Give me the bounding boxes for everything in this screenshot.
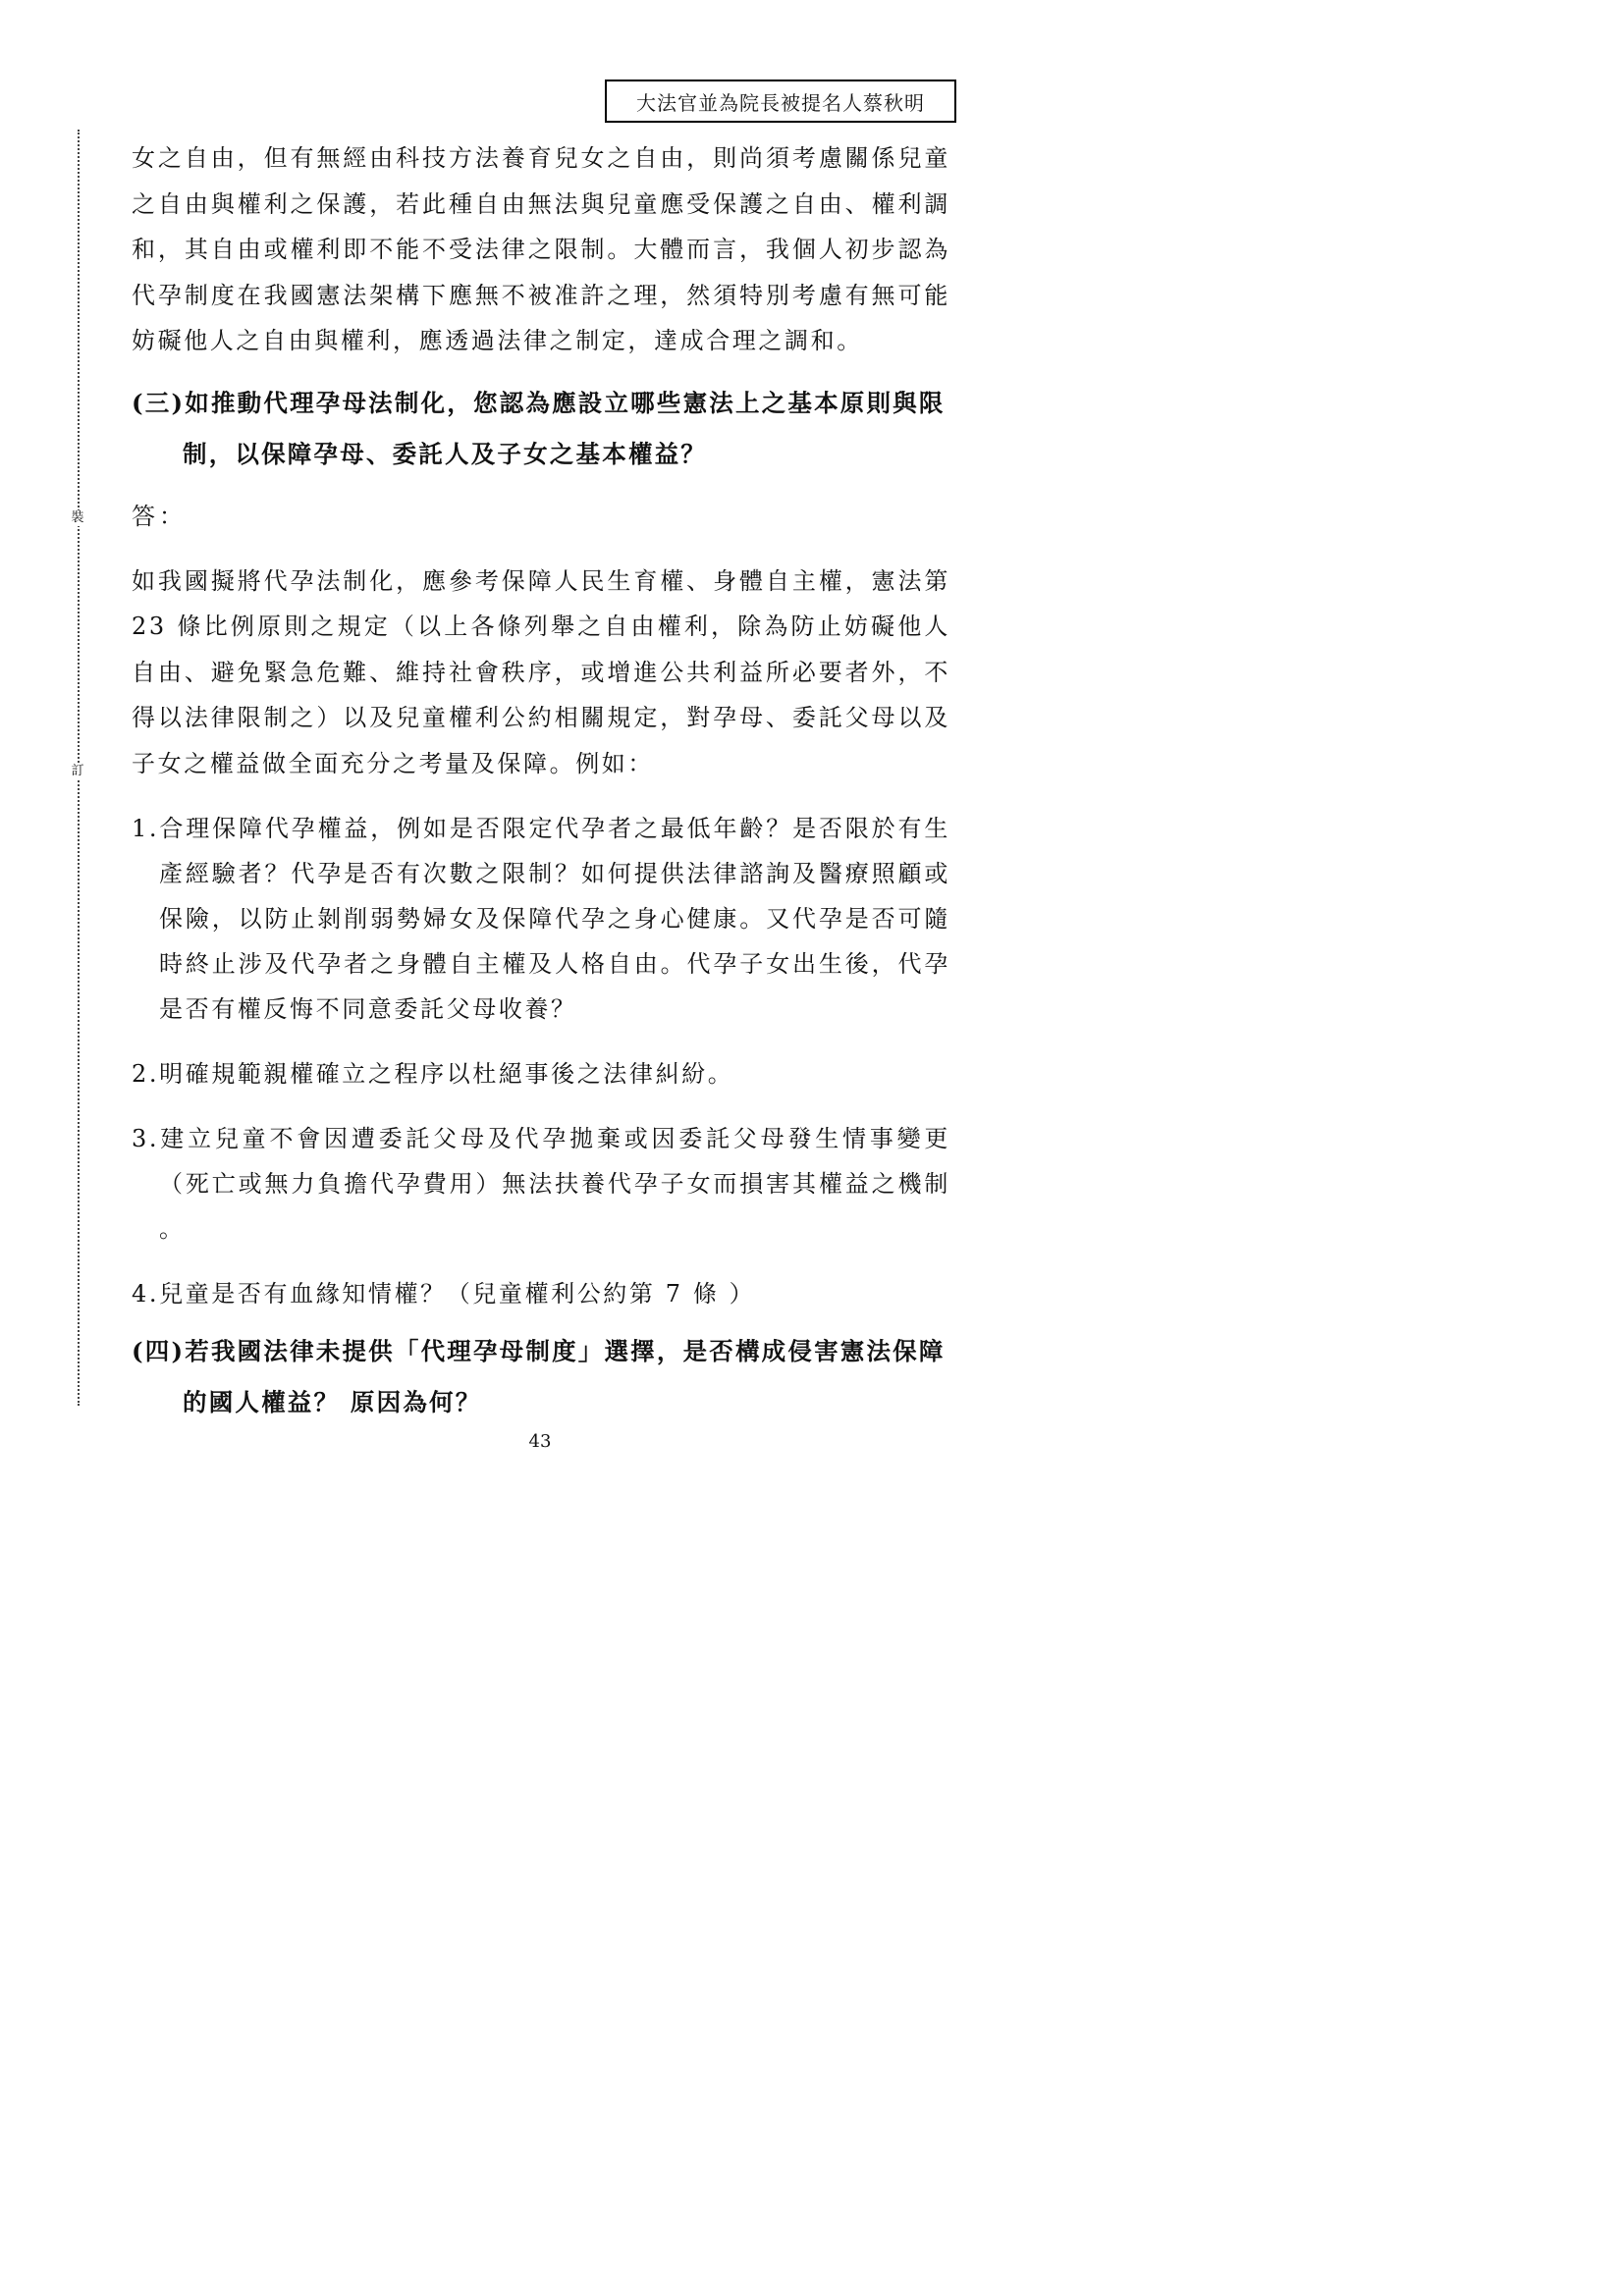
binding-char-zhuang: 裝	[67, 510, 88, 526]
list-item-2: 2.明確規範親權確立之程序以杜絕事後之法律糾紛。	[132, 1060, 734, 1088]
question-3-intro: 如我國擬將代孕法制化，應參考保障人民生育權、身體自主權，憲法第 23 條比例原則之規定（以上各條列舉之自由權利，除為防止妨礙他人自由、避免緊急危難、維持社會秩序，或增進公共利益所必要者外，不得以法律限制之）以及兒童權利公約相關規定，對孕母、委託父母以及子女之權益做全面充分之考量及保障。例如：	[132, 566, 950, 777]
list-item-3: 3.建立兒童不會因遭委託父母及代孕拋棄或因委託父母發生情事變更（死亡或無力負擔代孕費用）無法扶養代孕子女而損害其權益之機制 。	[132, 1125, 950, 1243]
question-4-heading: (四)若我國法律未提供「代理孕母制度」選擇，是否構成侵害憲法保障的國人權益？ 原因為何？	[132, 1337, 946, 1416]
nominee-header-box	[605, 80, 956, 123]
answer-label: 答：	[132, 502, 187, 530]
nominee-header-label: 大法官並為院長被提名人蔡秋明	[636, 90, 925, 115]
binding-char-ding: 訂	[67, 764, 88, 779]
document-body	[132, 135, 950, 1428]
page-number: 43	[528, 1431, 552, 1452]
continued-paragraph: 女之自由，但有無經由科技方法養育兒女之自由，則尚須考慮關係兒童之自由與權利之保護，若此種自由無法與兒童應受保護之自由、權利調和，其自由或權利即不能不受法律之限制。大體而言，我個人初步認為代孕制度在我國憲法架構下應無不被准許之理，然須特別考慮有無可能妨礙他人之自由與權利，應透過法律之制定，達成合理之調和。	[132, 144, 950, 354]
question-3-heading: (三)如推動代理孕母法制化，您認為應設立哪些憲法上之基本原則與限制，以保障孕母、委託人及子女之基本權益？	[132, 388, 946, 468]
list-item-1: 1.合理保障代孕權益，例如是否限定代孕者之最低年齡？是否限於有生產經驗者？代孕是否有次數之限制？如何提供法律諮詢及醫療照顧或保險，以防止剝削弱勢婦女及保障代孕之身心健康。又代孕是否可隨時終止涉及代孕者之身體自主權及人格自由。代孕子女出生後，代孕是否有權反悔不同意委託父母收養？	[132, 815, 950, 1023]
list-item-4: 4.兒童是否有血緣知情權？（兒童權利公約第 7 條 ）	[132, 1280, 756, 1308]
